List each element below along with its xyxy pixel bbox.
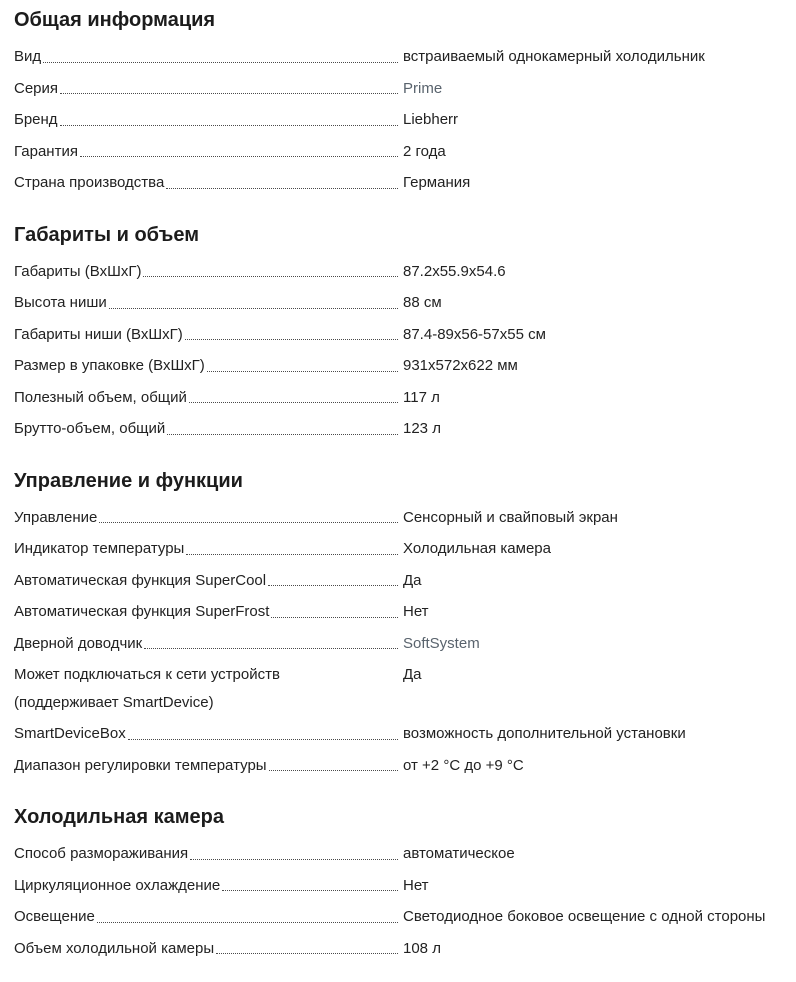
spec-value: Нет xyxy=(403,876,429,894)
dotted-leader xyxy=(99,522,398,523)
spec-row xyxy=(14,939,782,959)
dotted-leader xyxy=(186,554,398,555)
spec-value: Да xyxy=(403,666,422,683)
spec-label: Страна производства xyxy=(14,174,165,191)
spec-row-left xyxy=(14,388,403,408)
spec-label: Бренд xyxy=(14,111,58,128)
spec-row-left xyxy=(14,571,403,591)
spec-row xyxy=(14,388,782,408)
spec-row xyxy=(14,508,782,528)
spec-row-left xyxy=(14,356,403,376)
spec-value: Нет xyxy=(403,603,429,620)
spec-label: Может подключаться к сети устройств xyxy=(14,666,280,683)
spec-row xyxy=(14,356,782,376)
spec-section-dimensions xyxy=(14,223,782,439)
spec-value: 117 л xyxy=(403,388,440,406)
dotted-leader xyxy=(189,402,398,403)
dotted-leader xyxy=(269,770,398,771)
spec-row xyxy=(14,419,782,439)
spec-label: Объем холодильной камеры xyxy=(14,939,215,957)
section-title: Общая информация xyxy=(14,9,216,31)
spec-value: Сенсорный и свайповый экран xyxy=(403,508,618,526)
dotted-leader xyxy=(60,125,398,126)
spec-row-left xyxy=(14,876,403,896)
dotted-leader xyxy=(143,276,398,277)
spec-label: Диапазон регулировки температуры xyxy=(14,756,267,774)
spec-value: Да xyxy=(403,571,422,589)
spec-label: Брутто-объем, общий xyxy=(14,420,166,437)
dotted-leader xyxy=(144,648,398,649)
spec-value: 87.4-89x56-57x55 см xyxy=(403,325,546,343)
spec-row xyxy=(14,293,782,313)
spec-row-left xyxy=(14,325,403,345)
spec-row-left xyxy=(14,293,403,313)
spec-value: Германия xyxy=(403,174,471,191)
spec-row xyxy=(14,907,782,927)
spec-row-left xyxy=(14,262,403,282)
spec-label: Полезный объем, общий xyxy=(14,388,187,406)
spec-row xyxy=(14,844,782,864)
spec-row-left xyxy=(14,724,403,744)
spec-value: 2 года xyxy=(403,142,446,160)
spec-row-left xyxy=(14,419,403,439)
spec-row xyxy=(14,262,782,282)
spec-value: Liebherr xyxy=(403,111,459,128)
spec-row xyxy=(14,47,782,67)
spec-value: возможность дополнительной установки xyxy=(403,725,686,742)
spec-value: 123 л xyxy=(403,420,441,437)
spec-row xyxy=(14,756,782,776)
spec-value: 108 л xyxy=(403,939,441,957)
spec-value: 931х572х622 мм xyxy=(403,357,518,374)
dotted-leader xyxy=(109,308,398,309)
spec-row-left xyxy=(14,756,403,776)
spec-row-left xyxy=(14,539,403,559)
dotted-leader xyxy=(271,617,398,618)
spec-row-left xyxy=(14,665,403,712)
spec-label: Дверной доводчик xyxy=(14,634,143,652)
section-title: Холодильная камера xyxy=(14,806,224,828)
dotted-leader xyxy=(80,156,398,157)
spec-row xyxy=(14,325,782,345)
spec-section-controls xyxy=(14,469,782,776)
spec-row xyxy=(14,110,782,130)
spec-label: Гарантия xyxy=(14,142,78,160)
dotted-leader xyxy=(222,890,398,891)
spec-label: Серия xyxy=(14,79,59,97)
spec-value: от +2 °C до +9 °C xyxy=(403,756,524,774)
spec-row-left xyxy=(14,508,403,528)
spec-row-left xyxy=(14,110,403,130)
spec-label: Способ размораживания xyxy=(14,845,189,862)
spec-label: Габариты ниши (ВхШхГ) xyxy=(14,325,183,343)
spec-row xyxy=(14,142,782,162)
dotted-leader xyxy=(43,62,398,63)
spec-row xyxy=(14,634,782,654)
series-link[interactable]: Prime xyxy=(403,79,443,97)
spec-row-left xyxy=(14,844,403,864)
spec-value: 87.2x55.9x54.6 xyxy=(403,262,506,280)
spec-section-general xyxy=(14,8,782,193)
spec-label: Вид xyxy=(14,48,42,65)
spec-row-left xyxy=(14,79,403,99)
spec-value: 88 см xyxy=(403,294,442,311)
spec-label: Индикатор температуры xyxy=(14,540,185,557)
spec-label: Циркуляционное охлаждение xyxy=(14,876,221,894)
spec-row xyxy=(14,665,782,712)
dotted-leader xyxy=(167,434,398,435)
spec-label: SmartDeviceBox xyxy=(14,725,126,742)
spec-label: Освещение xyxy=(14,908,95,925)
spec-label: Габариты (ВхШхГ) xyxy=(14,262,142,280)
spec-value: встраиваемый однокамерный холодильник xyxy=(403,48,705,65)
spec-row xyxy=(14,602,782,622)
dotted-leader xyxy=(190,859,398,860)
dotted-leader xyxy=(207,371,398,372)
spec-label: Автоматическая функция SuperCool xyxy=(14,571,267,589)
spec-sublabel: (поддерживает SmartDevice) xyxy=(14,693,214,711)
spec-row xyxy=(14,173,782,193)
spec-row-left xyxy=(14,47,403,67)
spec-row-left xyxy=(14,142,403,162)
dotted-leader xyxy=(185,339,398,340)
spec-label: Управление xyxy=(14,508,98,526)
spec-row xyxy=(14,876,782,896)
spec-value: Светодиодное боковое освещение с одной стороны xyxy=(403,908,766,925)
dotted-leader xyxy=(216,953,398,954)
spec-row xyxy=(14,79,782,99)
spec-row xyxy=(14,571,782,591)
door-closer-link[interactable]: SoftSystem xyxy=(403,634,480,652)
spec-label: Автоматическая функция SuperFrost xyxy=(14,603,270,620)
section-title: Управление и функции xyxy=(14,469,243,492)
spec-value: Холодильная камера xyxy=(403,540,551,557)
spec-row-left xyxy=(14,907,403,927)
spec-row-left xyxy=(14,939,403,959)
spec-label: Размер в упаковке (ВхШхГ) xyxy=(14,357,205,374)
dotted-leader xyxy=(268,585,398,586)
spec-row-left xyxy=(14,634,403,654)
dotted-leader xyxy=(166,188,398,189)
dotted-leader xyxy=(97,922,398,923)
spec-section-fridge-compartment xyxy=(14,805,782,958)
dotted-leader xyxy=(128,739,398,740)
spec-row xyxy=(14,724,782,744)
spec-value: автоматическое xyxy=(403,845,515,862)
spec-label: Высота ниши xyxy=(14,294,107,311)
spec-row xyxy=(14,539,782,559)
spec-row-left xyxy=(14,602,403,622)
dotted-leader xyxy=(60,93,398,94)
spec-row-left xyxy=(14,173,403,193)
section-title: Габариты и объем xyxy=(14,223,200,246)
